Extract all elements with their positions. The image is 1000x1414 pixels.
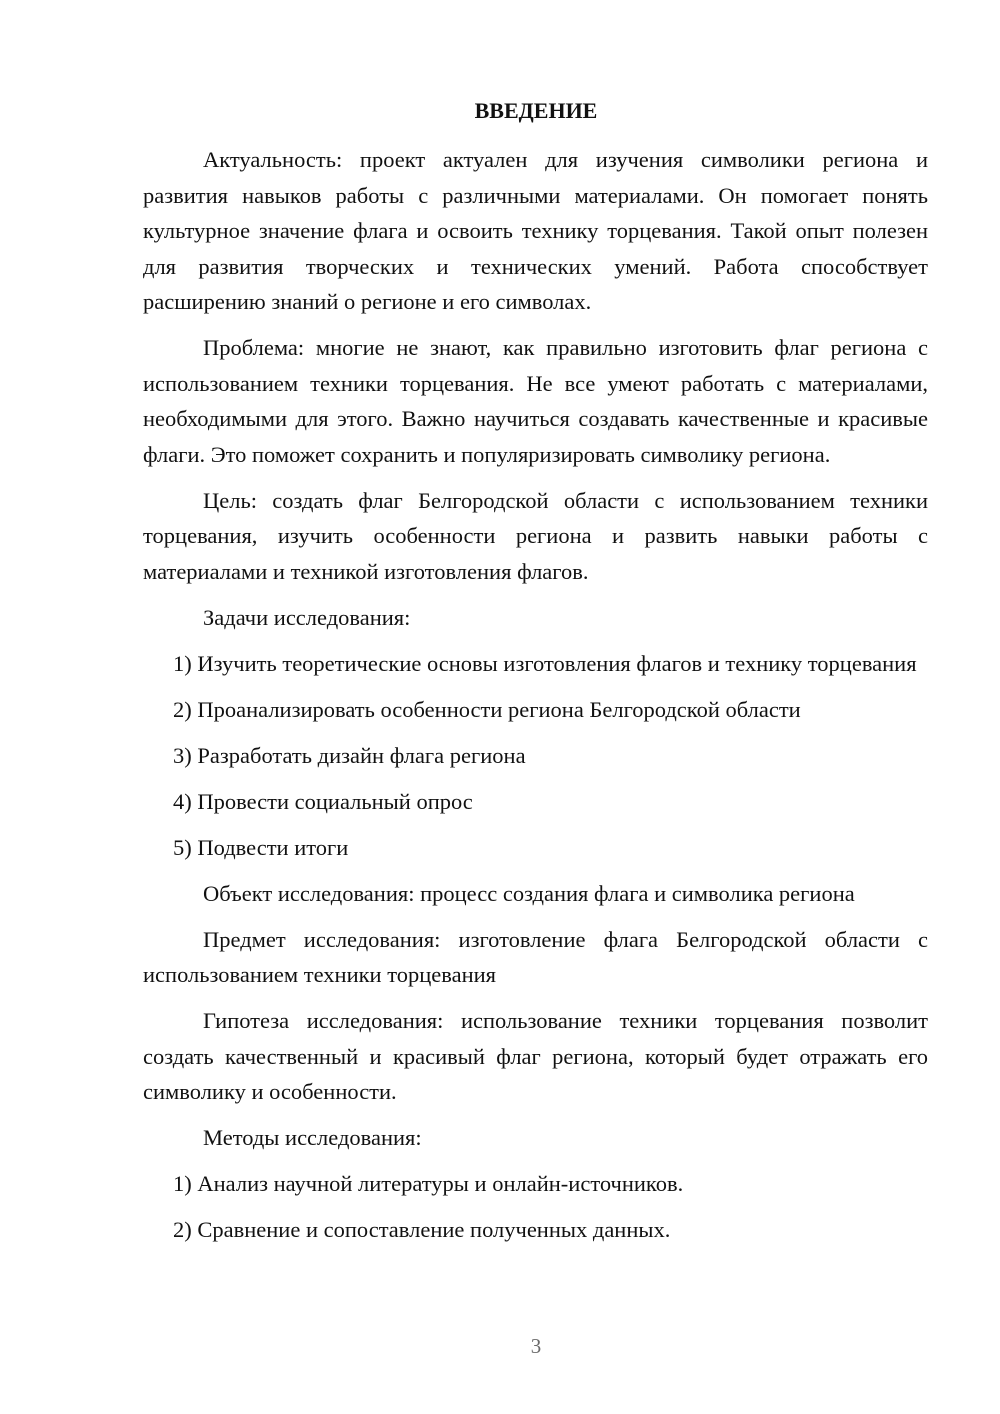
task-item: 4) Провести социальный опрос [173, 788, 473, 814]
page-title: ВВЕДЕНИЕ [474, 98, 598, 123]
goal-paragraph: Цель: создать флаг Белгородской области с использованием техники торцевания, изучить особенности региона и развить навыки работы с материалами и техникой изготовления флагов. [143, 487, 928, 584]
subject-paragraph: Предмет исследования: изготовление флага Белгородской области с использованием техники торцевания [143, 926, 928, 987]
methods-heading: Методы исследования: [203, 1125, 422, 1150]
task-item: 2) Проанализировать особенности региона Белгородской области [173, 696, 801, 722]
task-item: 1) Изучить теоретические основы изготовления флагов и технику торцевания [173, 650, 917, 676]
object-paragraph: Объект исследования: процесс создания флага и символика региона [203, 880, 855, 906]
task-item: 3) Разработать дизайн флага региона [173, 742, 526, 768]
method-item: 1) Анализ научной литературы и онлайн-источников. [173, 1171, 684, 1196]
relevance-paragraph: Актуальность: проект актуален для изучения символики региона и развития навыков работы с различными материалами. Он помогает понять культурное значение флага и освоить технику торцевания. Такой опыт полезен для развития творческих и технических умений. Работа способствует расширению знаний о регионе и его символах. [143, 147, 928, 314]
task-item: 5) Подвести итоги [173, 834, 349, 860]
page-number: 3 [530, 1334, 542, 1358]
hypothesis-paragraph: Гипотеза исследования: использование техники торцевания позволит создать качественный и красивый флаг региона, который будет отражать его символику и особенности. [143, 1008, 928, 1104]
document-body [143, 142, 928, 1258]
method-item: 2) Сравнение и сопоставление полученных данных. [173, 1217, 671, 1242]
problem-paragraph: Проблема: многие не знают, как правильно изготовить флаг региона с использованием техники торцевания. Не все умеют работать с материалами, необходимыми для этого. Важно научиться создавать качественные и красивые флаги. Это поможет сохранить и популяризировать символику региона. [143, 335, 928, 467]
tasks-heading: Задачи исследования: [203, 604, 411, 630]
